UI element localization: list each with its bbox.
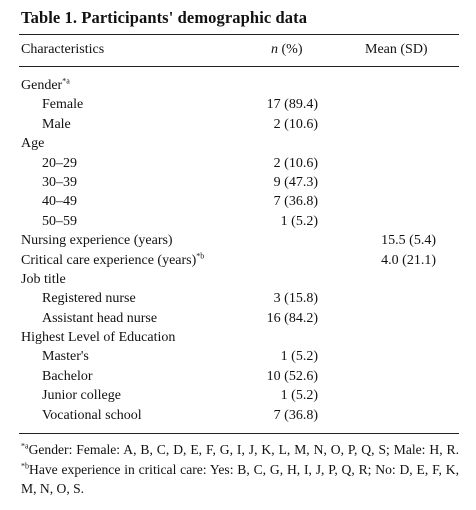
row-label xyxy=(21,272,66,288)
bottom-rule xyxy=(19,433,459,434)
table-row xyxy=(0,214,476,233)
row-label-text: 40–49 xyxy=(42,194,77,210)
row-label-text: 20–29 xyxy=(42,155,77,171)
row-label-text: Vocational school xyxy=(42,407,142,423)
row-label-text: Male xyxy=(42,116,71,132)
row-n-percent: 1 (5.2) xyxy=(280,388,318,404)
footnote-a-mark: *a xyxy=(21,441,29,451)
row-label xyxy=(42,194,77,210)
table-row xyxy=(0,117,476,136)
row-label xyxy=(21,233,173,249)
row-label-text: Age xyxy=(21,136,45,152)
table-row xyxy=(0,78,476,97)
row-n-percent: 3 (15.8) xyxy=(273,291,318,307)
row-label xyxy=(42,349,89,365)
row-label xyxy=(42,311,157,327)
footnote-b-text: Have experience in critical care: Yes: B, C, G, H, I, J, P, Q, R; No: D, E, F, K, M, N, O, S. xyxy=(21,461,459,497)
table-row xyxy=(0,97,476,116)
row-n-percent: 7 (36.8) xyxy=(273,407,318,423)
header-characteristics: Characteristics xyxy=(21,42,105,57)
row-label xyxy=(21,78,70,94)
table-title: Table 1. Participants' demographic data xyxy=(21,8,308,27)
header-n-percent xyxy=(271,42,303,58)
table-row xyxy=(0,233,476,252)
table-row xyxy=(0,272,476,291)
row-label xyxy=(42,175,77,191)
row-label-text: 30–39 xyxy=(42,174,77,190)
row-n-percent: 9 (47.3) xyxy=(273,174,318,190)
table-row xyxy=(0,156,476,175)
row-label xyxy=(42,388,121,404)
row-n-percent: 10 (52.6) xyxy=(266,368,318,384)
row-label-footnote-mark: *b xyxy=(196,250,205,260)
header-mean-sd: Mean (SD) xyxy=(365,42,428,57)
row-label-text: Nursing experience (years) xyxy=(21,233,173,249)
row-n-percent: 16 (84.2) xyxy=(266,310,318,326)
table-row xyxy=(0,330,476,349)
header-n-symbol: n xyxy=(271,42,278,57)
row-label-text: Registered nurse xyxy=(42,291,136,307)
row-mean-sd: 4.0 (21.1) xyxy=(381,252,436,268)
table-row xyxy=(0,388,476,407)
table-body xyxy=(0,78,476,427)
row-label xyxy=(42,369,93,385)
row-label-footnote-mark: *a xyxy=(62,76,70,86)
row-label-text: Bachelor xyxy=(42,368,93,384)
table-row xyxy=(0,175,476,194)
top-rule xyxy=(19,34,459,35)
row-n-percent: 1 (5.2) xyxy=(280,213,318,229)
row-label xyxy=(42,117,71,133)
table-row xyxy=(0,250,476,272)
row-label-text: Job title xyxy=(21,271,66,287)
row-label xyxy=(42,97,83,113)
row-n-percent: 2 (10.6) xyxy=(273,155,318,171)
row-label-text: Female xyxy=(42,97,84,113)
header-percent: (%) xyxy=(278,42,303,57)
row-n-percent: 2 (10.6) xyxy=(273,116,318,132)
row-label-text: Junior college xyxy=(42,388,121,404)
table-row xyxy=(0,291,476,310)
row-n-percent: 17 (89.4) xyxy=(266,97,318,113)
header-rule xyxy=(19,66,459,67)
row-mean-sd: 15.5 (5.4) xyxy=(381,233,436,249)
footnote-a-text: Gender: Female: A, B, C, D, E, F, G, I, J, K, L, M, N, O, P, Q, S; Male: H, R. xyxy=(28,442,459,457)
table-footnote xyxy=(21,440,459,499)
row-label xyxy=(42,156,77,172)
row-n-percent: 1 (5.2) xyxy=(280,349,318,365)
row-label xyxy=(42,291,136,307)
row-label-text: Critical care experience (years) xyxy=(21,252,197,268)
row-label-text: Assistant head nurse xyxy=(42,310,158,326)
footnote-b-mark: *b xyxy=(21,461,29,471)
row-label-text: Highest Level of Education xyxy=(21,330,176,346)
row-label-text: Master's xyxy=(42,349,89,365)
row-label xyxy=(21,250,205,269)
row-label-text: 50–59 xyxy=(42,213,77,229)
table-row xyxy=(0,349,476,368)
table-row xyxy=(0,408,476,427)
row-n-percent: 7 (36.8) xyxy=(273,194,318,210)
row-label-text: Gender xyxy=(21,78,63,93)
row-label xyxy=(42,214,77,230)
row-label xyxy=(21,136,44,152)
table-row xyxy=(0,194,476,213)
table-row xyxy=(0,311,476,330)
row-label xyxy=(42,408,142,424)
row-label xyxy=(21,330,175,346)
table-row xyxy=(0,369,476,388)
table-row xyxy=(0,136,476,155)
